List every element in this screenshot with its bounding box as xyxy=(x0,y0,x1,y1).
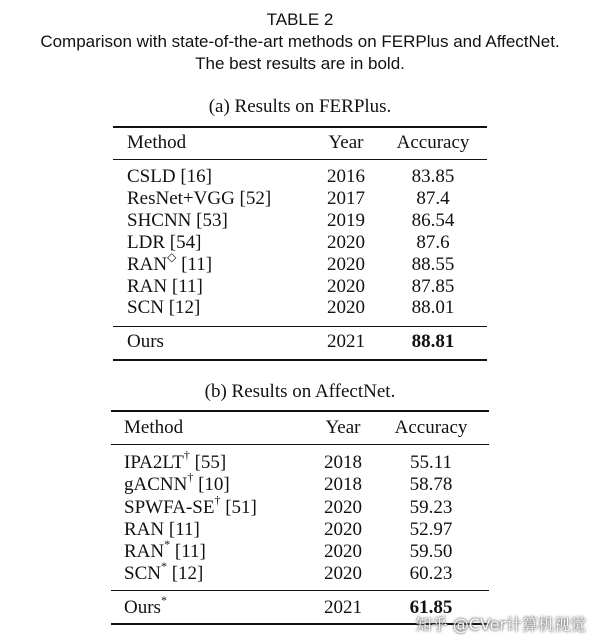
accuracy-cell: 83.85 xyxy=(411,166,455,187)
method-name: SCN [12] xyxy=(127,297,201,318)
year-cell: 2020 xyxy=(324,563,362,584)
method-name: SHCNN [53] xyxy=(127,210,228,231)
subtable-b-caption: (b) Results on AffectNet. xyxy=(204,381,396,402)
method-superscript: ◇ xyxy=(167,249,177,264)
subtable-a-caption: (a) Results on FERPlus. xyxy=(208,96,392,117)
year-cell: 2020 xyxy=(327,254,365,275)
table-row xyxy=(0,469,600,496)
method-reference: [11] xyxy=(176,254,213,275)
watermark-text: 知乎 @CVer计算机视觉 xyxy=(415,615,586,634)
table-row xyxy=(0,492,600,519)
method-name: IPA2LT xyxy=(124,452,184,473)
accuracy-cell-best: 61.85 xyxy=(409,597,453,618)
method-superscript: † xyxy=(214,492,221,507)
method-reference: [51] xyxy=(220,497,257,518)
year-cell: 2020 xyxy=(324,497,362,518)
accuracy-cell: 52.97 xyxy=(409,519,453,540)
accuracy-cell: 88.01 xyxy=(411,297,455,318)
method-reference: [10] xyxy=(193,474,230,495)
table-caption-line-1: Comparison with state-of-the-art methods on FERPlus and AffectNet. xyxy=(40,32,560,51)
year-cell: 2020 xyxy=(324,541,362,562)
method-cell xyxy=(124,447,227,474)
column-header-year: Year xyxy=(325,417,361,438)
method-superscript: † xyxy=(187,469,194,484)
accuracy-cell: 87.6 xyxy=(416,232,450,253)
year-cell: 2020 xyxy=(327,276,365,297)
method-name: gACNN xyxy=(124,474,188,495)
table-row xyxy=(0,558,600,585)
accuracy-cell: 88.55 xyxy=(411,254,455,275)
year-cell: 2017 xyxy=(327,188,365,209)
method-name: CSLD [16] xyxy=(127,166,212,187)
method-name: RAN [11] xyxy=(124,519,200,540)
accuracy-cell: 60.23 xyxy=(409,563,453,584)
accuracy-cell: 58.78 xyxy=(409,474,453,495)
method-reference: [55] xyxy=(189,452,227,473)
accuracy-cell: 59.23 xyxy=(409,497,453,518)
year-cell: 2020 xyxy=(324,519,362,540)
accuracy-cell-best: 88.81 xyxy=(411,331,455,352)
method-name: SPWFA-SE xyxy=(124,497,215,518)
year-cell: 2021 xyxy=(327,331,365,352)
method-cell xyxy=(124,592,167,619)
column-header-accuracy: Accuracy xyxy=(396,132,470,153)
accuracy-cell: 86.54 xyxy=(411,210,455,231)
table-label: TABLE 2 xyxy=(266,10,334,29)
accuracy-cell: 59.50 xyxy=(409,541,453,562)
method-reference: [12] xyxy=(166,563,204,584)
method-name: LDR [54] xyxy=(127,232,202,253)
method-name: RAN xyxy=(124,541,165,562)
method-name: Ours xyxy=(127,331,164,352)
header-row xyxy=(0,417,600,439)
year-cell: 2021 xyxy=(324,597,362,618)
column-header-accuracy: Accuracy xyxy=(394,417,468,438)
method-name: RAN xyxy=(127,254,168,275)
method-name: RAN [11] xyxy=(127,276,203,297)
method-cell xyxy=(124,519,200,541)
table-row xyxy=(0,447,600,474)
year-cell: 2018 xyxy=(324,452,362,473)
method-superscript: * xyxy=(164,536,171,551)
year-cell: 2020 xyxy=(327,232,365,253)
table-caption-line-2: The best results are in bold. xyxy=(195,54,405,73)
table-row xyxy=(0,536,600,563)
table-row xyxy=(0,519,600,541)
method-cell xyxy=(124,558,204,585)
year-cell: 2019 xyxy=(327,210,365,231)
method-name: Ours xyxy=(124,597,161,618)
year-cell: 2016 xyxy=(327,166,365,187)
column-header-method: Method xyxy=(124,417,184,438)
method-name: ResNet+VGG [52] xyxy=(127,188,272,209)
accuracy-cell: 87.85 xyxy=(411,276,455,297)
method-cell xyxy=(124,492,257,519)
method-reference: [11] xyxy=(170,541,206,562)
accuracy-cell: 87.4 xyxy=(416,188,450,209)
method-superscript: * xyxy=(160,558,167,573)
column-header-method: Method xyxy=(127,132,187,153)
year-cell: 2018 xyxy=(324,474,362,495)
year-cell: 2020 xyxy=(327,297,365,318)
method-name: SCN xyxy=(124,563,161,584)
method-superscript: † xyxy=(183,447,190,462)
method-superscript: * xyxy=(160,592,167,607)
accuracy-cell: 55.11 xyxy=(409,452,453,473)
column-header-year: Year xyxy=(328,132,364,153)
